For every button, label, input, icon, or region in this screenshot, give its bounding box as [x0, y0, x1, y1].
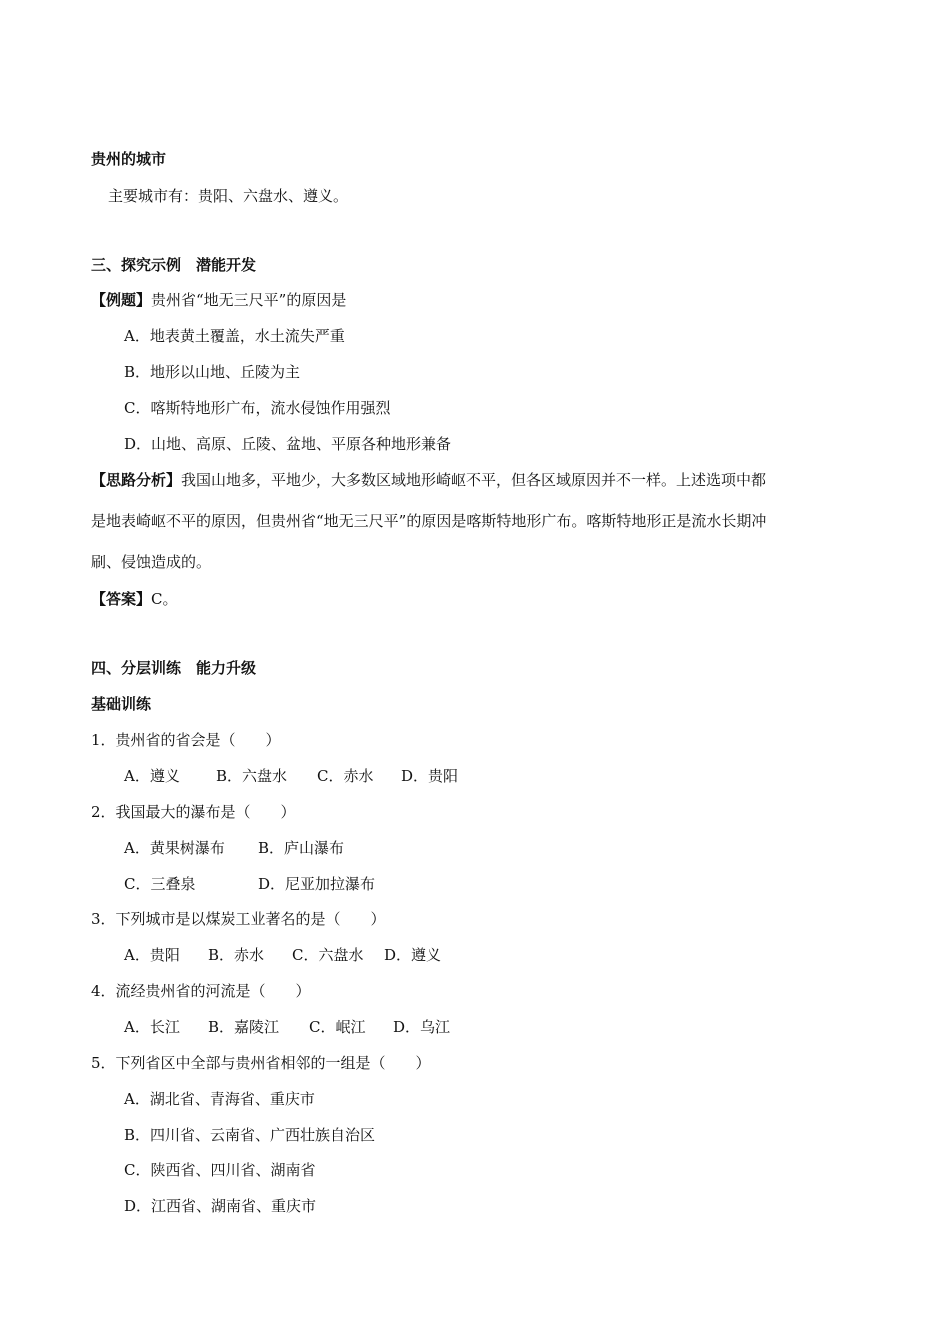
cities-text: 主要城市有：贵阳、六盘水、遵义。	[108, 187, 349, 205]
answer-tag: 【答案】	[91, 590, 152, 608]
q3-option-a: A．贵阳	[124, 946, 180, 964]
example-option-d: D．山地、高原、丘陵、盆地、平原各种地形兼备	[124, 435, 452, 453]
example-option-b: B．地形以山地、丘陵为主	[124, 363, 301, 381]
analysis-tag: 【思路分析】	[91, 471, 182, 489]
q2-option-d: D．尼亚加拉瀑布	[258, 875, 376, 893]
question-3: 3．下列城市是以煤炭工业著名的是（ ）	[91, 910, 386, 928]
analysis-text-1: 我国山地多，平地少，大多数区域地形崎岖不平，但各区域原因并不一样。上述选项中都	[181, 471, 767, 489]
question-4: 4．流经贵州省的河流是（ ）	[91, 982, 311, 1000]
q4-option-b: B．嘉陵江	[208, 1018, 280, 1036]
question-5: 5．下列省区中全部与贵州省相邻的一组是（ ）	[91, 1054, 431, 1072]
q1-option-a: A．遵义	[124, 767, 180, 785]
q4-option-c: C．岷江	[309, 1018, 366, 1036]
q2-option-a: A．黄果树瀑布	[124, 839, 225, 857]
q1-option-b: B．六盘水	[216, 767, 288, 785]
q4-option-d: D．乌江	[393, 1018, 451, 1036]
q1-option-c: C．赤水	[317, 767, 374, 785]
section-heading-cities: 贵州的城市	[91, 150, 167, 168]
q5-option-d: D．江西省、湖南省、重庆市	[124, 1197, 317, 1215]
q2-option-c: C．三叠泉	[124, 875, 196, 893]
q5-option-c: C．陕西省、四川省、湖南省	[124, 1161, 316, 1179]
analysis-line-2: 是地表崎岖不平的原因，但贵州省“地无三尺平”的原因是喀斯特地形广布。喀斯特地形正是流水长期冲	[91, 512, 767, 530]
example-option-c: C．喀斯特地形广布，流水侵蚀作用强烈	[124, 399, 391, 417]
q5-option-a: A．湖北省、青海省、重庆市	[124, 1090, 315, 1108]
section-heading-four: 四、分层训练 能力升级	[91, 659, 257, 677]
answer-line	[91, 589, 178, 609]
analysis-line-1	[91, 470, 766, 490]
example-tag: 【例题】	[91, 291, 152, 309]
section-heading-three: 三、探究示例 潜能开发	[91, 256, 257, 274]
answer-value: C。	[151, 590, 178, 608]
example-question-line	[91, 290, 346, 310]
example-option-a: A．地表黄土覆盖，水土流失严重	[124, 327, 345, 345]
q1-option-d: D．贵阳	[401, 767, 459, 785]
question-1-options	[124, 766, 458, 786]
question-2: 2．我国最大的瀑布是（ ）	[91, 803, 296, 821]
question-2-options-line-1	[124, 838, 344, 858]
q3-option-b: B．赤水	[208, 946, 265, 964]
question-4-options	[124, 1017, 450, 1037]
q5-option-b: B．四川省、云南省、广西壮族自治区	[124, 1126, 376, 1144]
question-1: 1．贵州省的省会是（ ）	[91, 731, 281, 749]
question-2-options-line-2	[124, 874, 375, 894]
q4-option-a: A．长江	[124, 1018, 180, 1036]
q3-option-d: D．遵义	[384, 946, 442, 964]
question-3-options	[124, 945, 441, 965]
example-question: 贵州省“地无三尺平”的原因是	[151, 291, 347, 309]
q3-option-c: C．六盘水	[292, 946, 364, 964]
subheading-basic-training: 基础训练	[91, 695, 152, 713]
q2-option-b: B．庐山瀑布	[258, 839, 345, 857]
analysis-line-3: 刷、侵蚀造成的。	[91, 553, 212, 571]
